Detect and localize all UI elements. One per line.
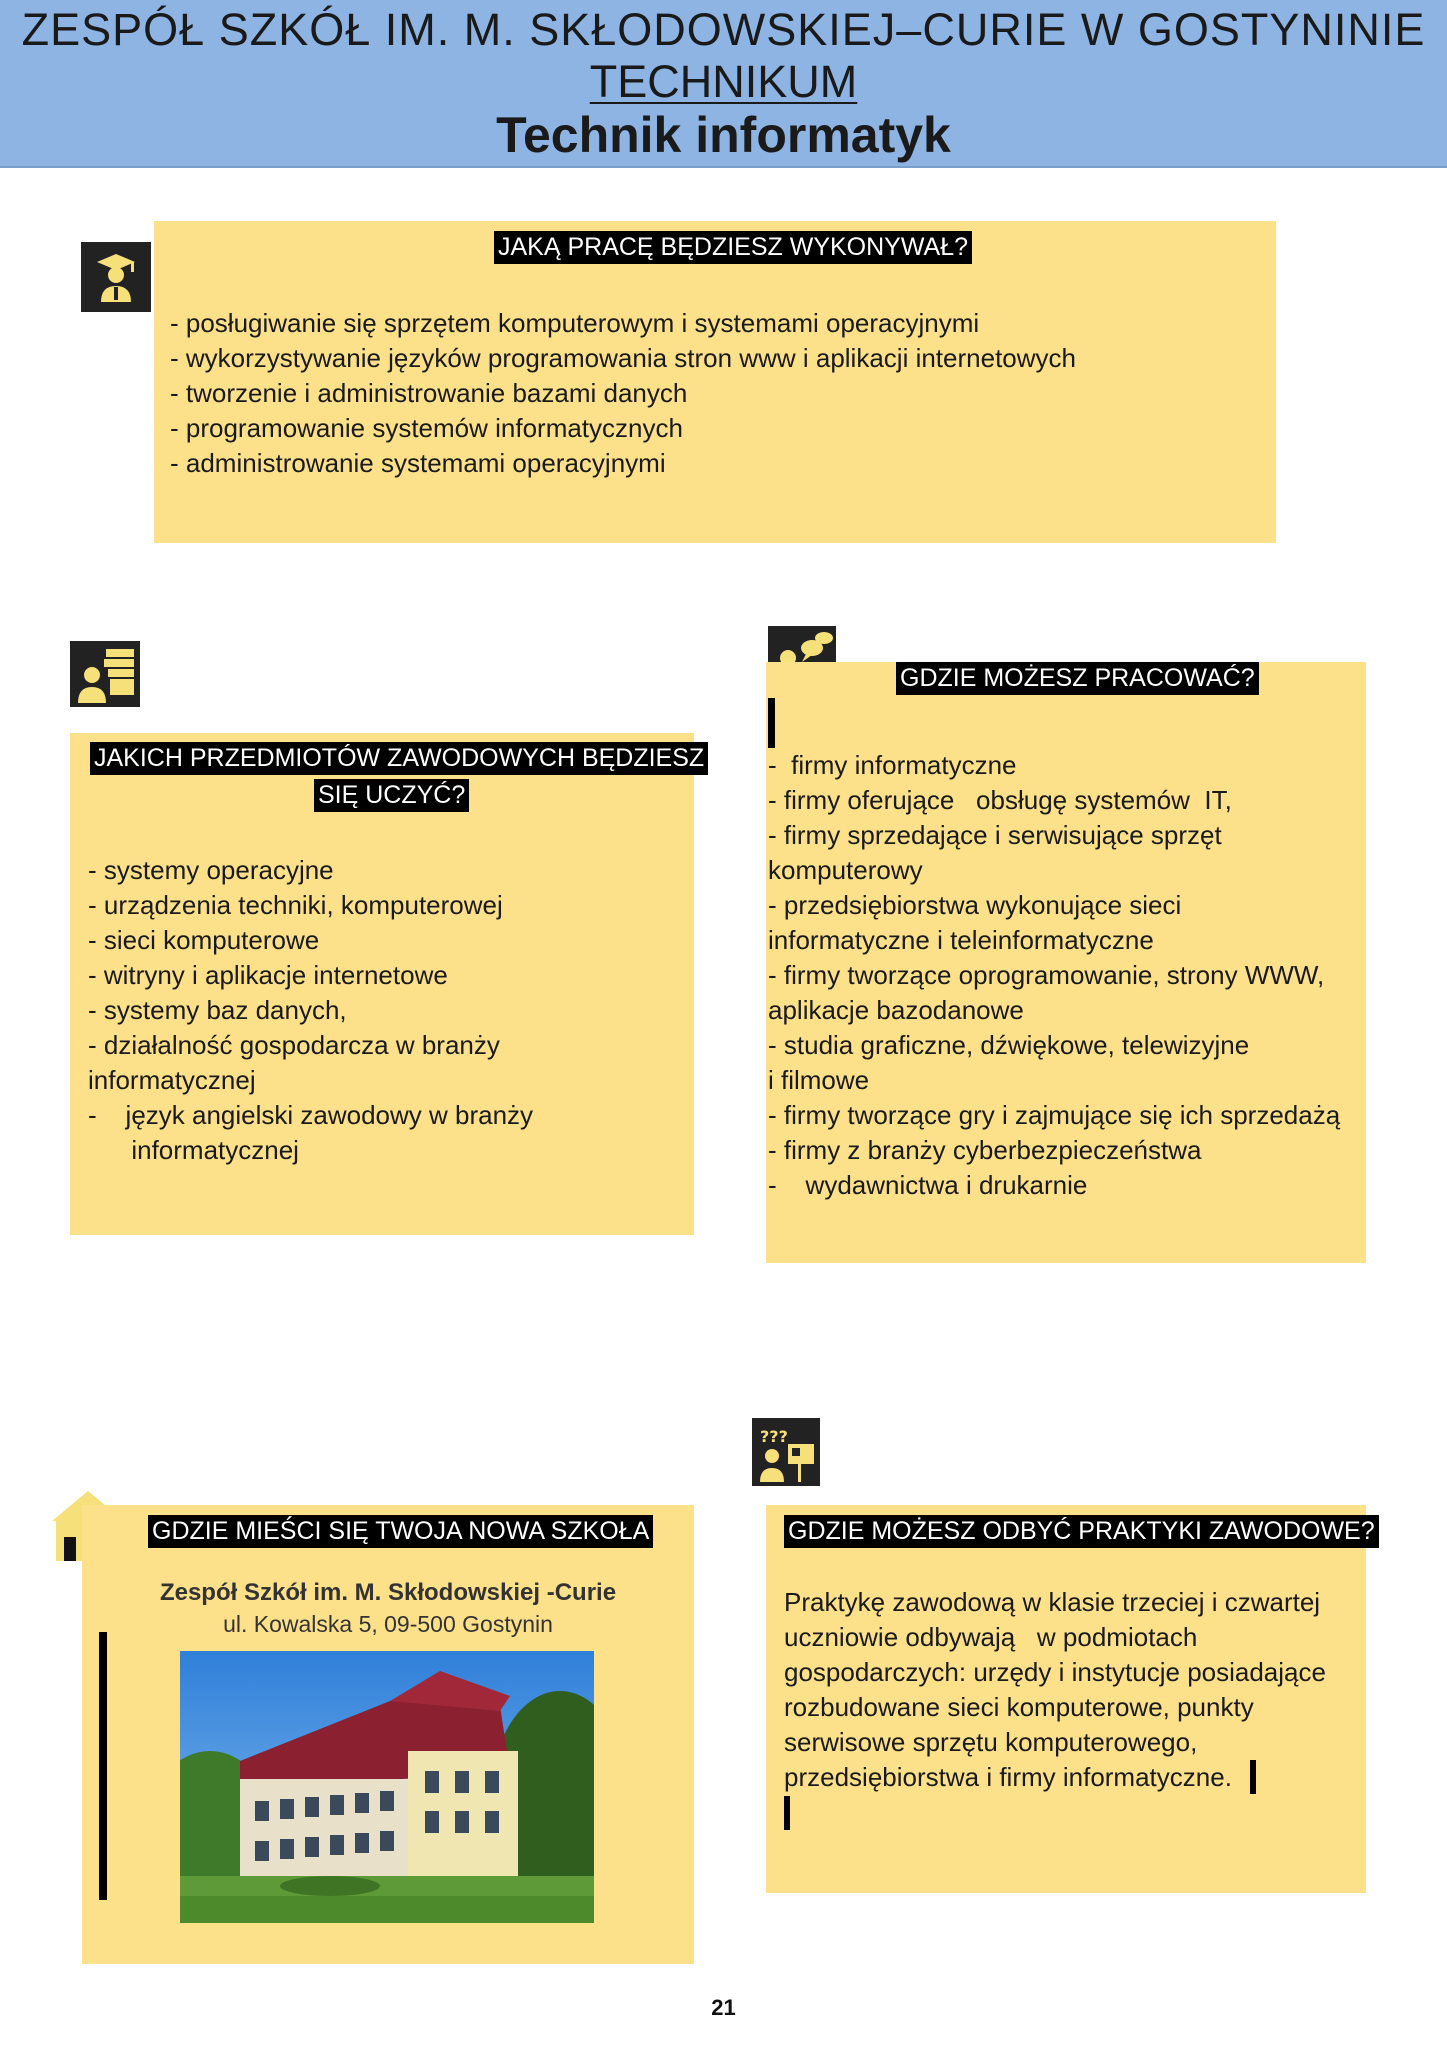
question-board-icon: [752, 1418, 820, 1486]
list-item: - wydawnictwa i drukarnie: [768, 1170, 1088, 1200]
practice-section: [766, 1505, 1375, 1893]
school-building-photo: [180, 1651, 594, 1923]
subjects-heading-line2: SIĘ UCZYĆ?: [314, 779, 469, 812]
list-item: - język angielski zawodowy w branży: [88, 1100, 534, 1130]
paragraph-line: serwisowe sprzętu komputerowego,: [784, 1727, 1198, 1757]
paragraph-line: gospodarczych: urzędy i instytucje posiadające: [784, 1657, 1326, 1687]
list-item: komputerowy: [768, 855, 923, 885]
list-item: - systemy operacyjne: [88, 855, 334, 885]
profession-title: Technik informatyk: [496, 107, 951, 163]
list-item: - administrowanie systemami operacyjnymi: [170, 448, 666, 478]
practice-heading: GDZIE MOŻESZ ODBYĆ PRAKTYKI ZAWODOWE?: [784, 1515, 1379, 1548]
list-item: i filmowe: [768, 1065, 870, 1095]
jobs-list: [768, 748, 1340, 1203]
subjects-list: [88, 853, 533, 1168]
list-item: - witryny i aplikacje internetowe: [88, 960, 448, 990]
list-item: - działalność gospodarcza w branży: [88, 1030, 500, 1060]
student-books-icon: [70, 641, 140, 707]
list-item: - tworzenie i administrowanie bazami danych: [170, 378, 688, 408]
subjects-section: [70, 733, 705, 1235]
work-section: [154, 221, 1276, 543]
list-item: - systemy baz danych,: [88, 995, 347, 1025]
text-cursor-bar: [99, 1632, 107, 1900]
jobs-heading: GDZIE MOŻESZ PRACOWAĆ?: [896, 662, 1259, 695]
paragraph-line: rozbudowane sieci komputerowe, punkty: [784, 1692, 1254, 1722]
text-cursor-bar: [768, 698, 775, 748]
school-address: ul. Kowalska 5, 09-500 Gostynin: [223, 1611, 553, 1637]
list-item: - programowanie systemów informatycznych: [170, 413, 683, 443]
list-item: - urządzenia techniki, komputerowej: [88, 890, 503, 920]
list-item: informatyczne i teleinformatyczne: [768, 925, 1154, 955]
paragraph-line: przedsiębiorstwa i firmy informatyczne.: [784, 1762, 1232, 1792]
list-item: informatycznej: [88, 1065, 256, 1095]
list-item: - firmy z branży cyberbezpieczeństwa: [768, 1135, 1202, 1165]
list-item: - firmy sprzedające i serwisujące sprzęt: [768, 820, 1222, 850]
paragraph-line: uczniowie odbywają w podmiotach: [784, 1622, 1198, 1652]
practice-text: [784, 1585, 1326, 1795]
text-cursor-bar: [784, 1796, 790, 1830]
list-item: aplikacje bazodanowe: [768, 995, 1024, 1025]
list-item: - przedsiębiorstwa wykonujące sieci: [768, 890, 1182, 920]
list-item: - sieci komputerowe: [88, 925, 320, 955]
school-heading: GDZIE MIEŚCI SIĘ TWOJA NOWA SZKOŁA: [148, 1515, 653, 1548]
work-heading: JAKĄ PRACĘ BĘDZIESZ WYKONYWAŁ?: [494, 231, 972, 264]
work-list: [170, 306, 1076, 481]
page-number: 21: [711, 1995, 736, 2020]
list-item: - firmy tworzące gry i zajmujące się ich sprzedażą: [768, 1100, 1341, 1130]
list-item: - firmy oferujące obsługę systemów IT,: [768, 785, 1232, 815]
list-item: - firmy tworzące oprogramowanie, strony WWW,: [768, 960, 1325, 990]
school-name: Zespół Szkół im. M. Skłodowskiej -Curie: [159, 1579, 617, 1606]
list-item: - studia graficzne, dźwiękowe, telewizyjne: [768, 1030, 1250, 1060]
list-item: informatycznej: [88, 1135, 299, 1165]
jobs-section: [766, 662, 1366, 1263]
school-section: [82, 1505, 694, 1964]
list-item: - wykorzystywanie języków programowania stron www i aplikacji internetowych: [170, 343, 1076, 373]
graduate-icon: [81, 242, 151, 312]
paragraph-line: Praktykę zawodową w klasie trzeciej i czwartej: [784, 1587, 1321, 1617]
page-header: [0, 0, 1447, 168]
subjects-heading-line1: JAKICH PRZEDMIOTÓW ZAWODOWYCH BĘDZIESZ: [90, 742, 708, 775]
text-cursor-bar: [1250, 1760, 1256, 1794]
list-item: - firmy informatyczne: [768, 750, 1017, 780]
list-item: - posługiwanie się sprzętem komputerowym i systemami operacyjnymi: [170, 308, 980, 338]
school-title: ZESPÓŁ SZKÓŁ IM. M. SKŁODOWSKIEJ–CURIE W GOSTYNINIE: [21, 4, 1426, 55]
svg-text:???: ???: [760, 1427, 788, 1446]
school-type: TECHNIKUM: [589, 56, 858, 107]
